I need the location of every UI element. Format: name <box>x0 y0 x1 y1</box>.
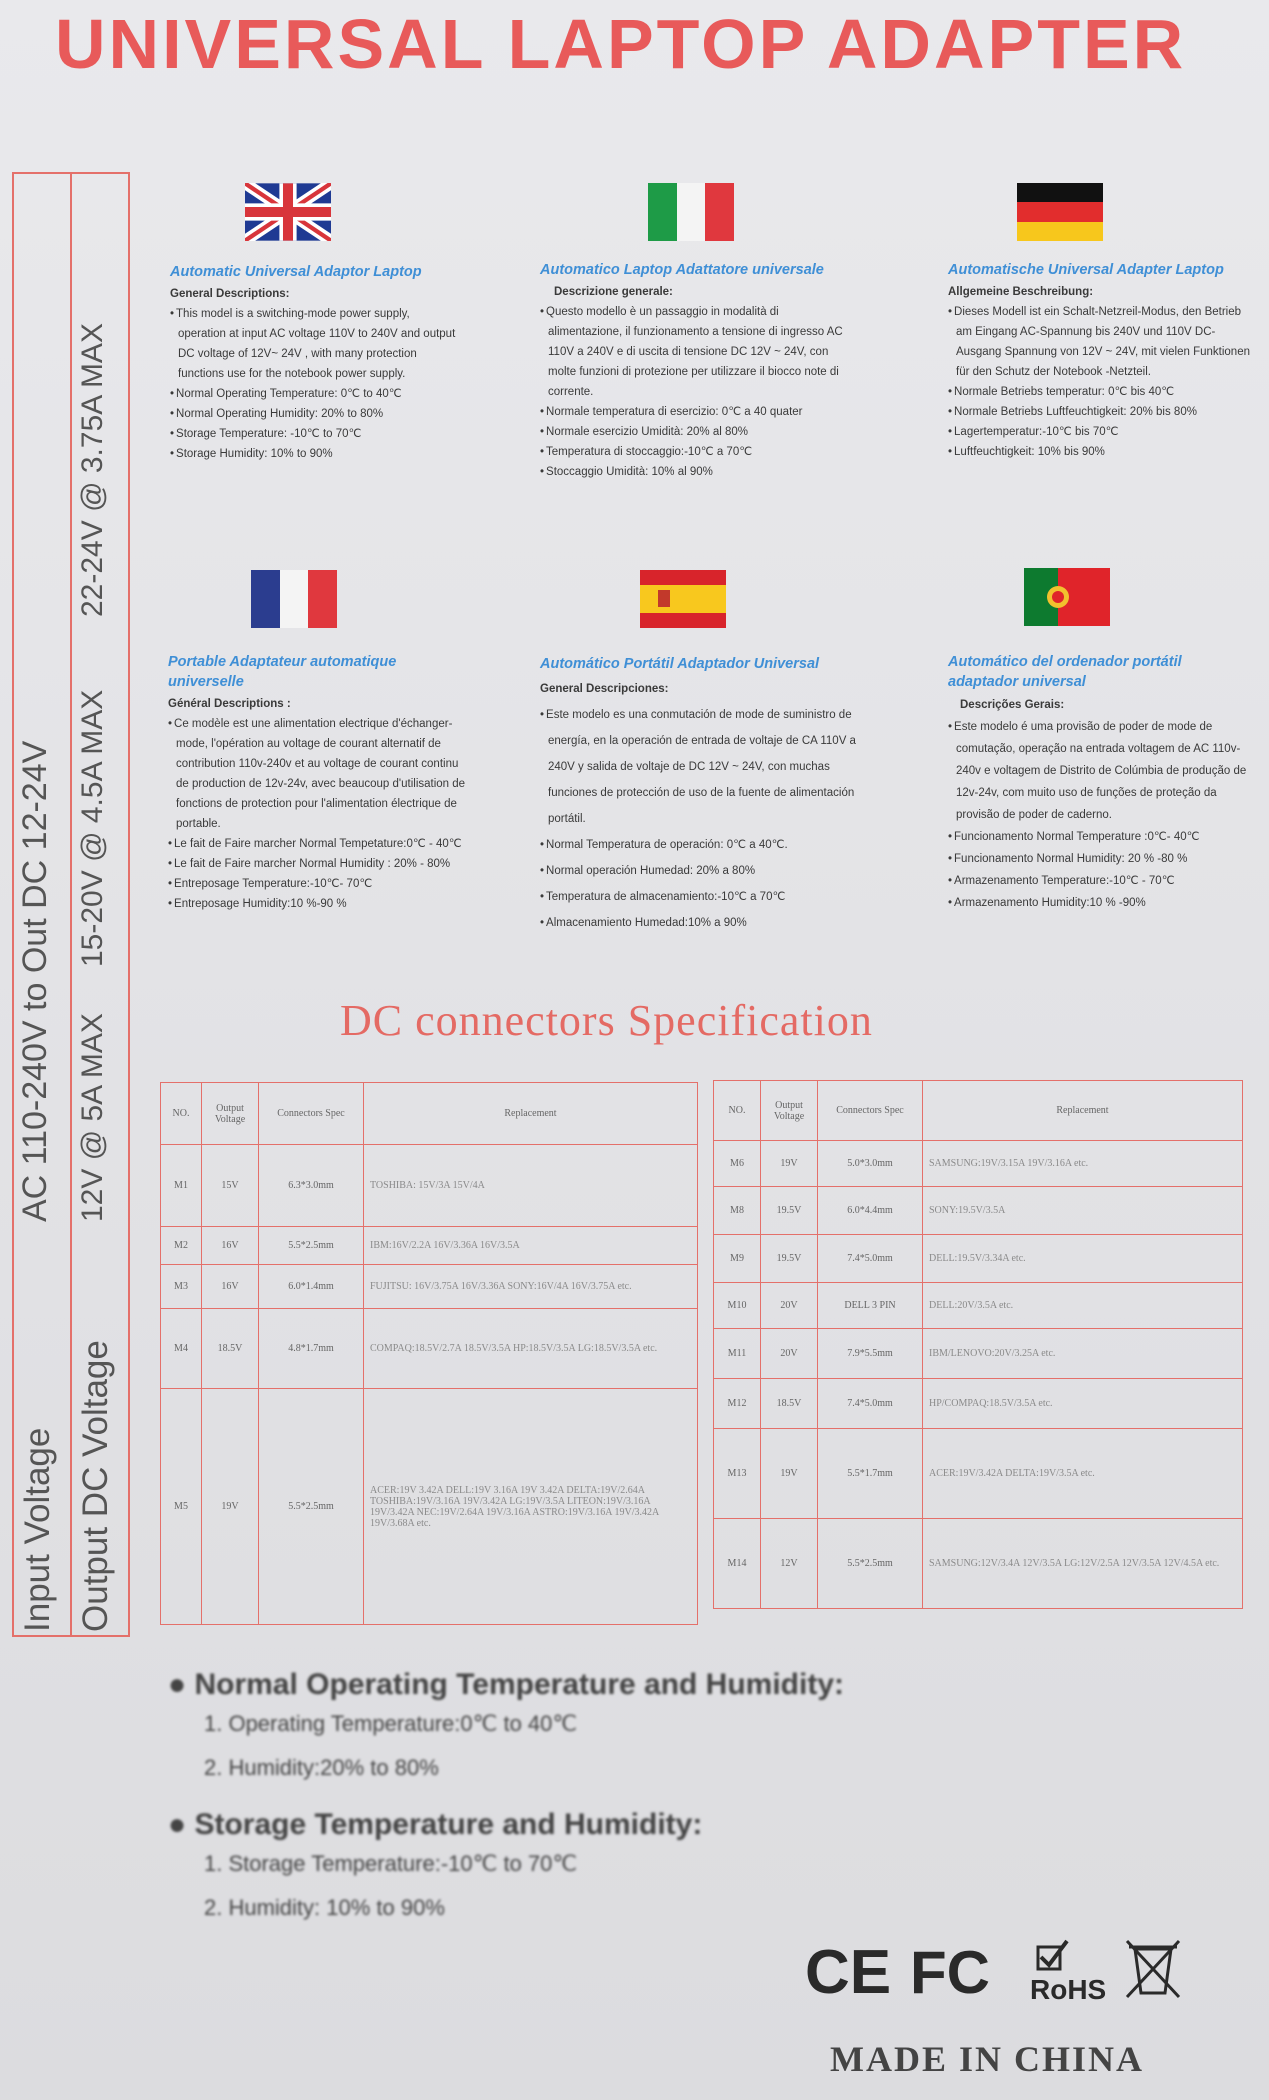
note-item: 2. Humidity:20% to 80% <box>204 1755 439 1780</box>
table-row: M6 19V 5.0*3.0mm SAMSUNG:19V/3.15A 19V/3.16A etc. <box>714 1141 1243 1187</box>
weee-bin-icon <box>1127 1941 1179 1997</box>
lang-item: • Lagertemperatur:-10℃ bis 70℃ <box>948 422 1258 442</box>
lang-item: • Entreposage Temperature:-10℃- 70℃ <box>168 874 468 894</box>
lang-item: • Luftfeuchtigkeit: 10% bis 90% <box>948 442 1258 462</box>
header-voltage: Output Voltage <box>761 1081 818 1141</box>
fcc-mark-icon: FC <box>910 1939 990 2005</box>
lang-subheading: General Descripciones: <box>540 683 669 695</box>
lang-block-english <box>170 262 460 464</box>
svg-text:RoHS: RoHS <box>1030 1974 1107 2005</box>
lang-item: • Entreposage Humidity:10 %-90 % <box>168 894 468 914</box>
output-voltage-22-24v: 22-24V @ 3.75A MAX <box>76 323 109 617</box>
certification-marks <box>805 1935 1185 2005</box>
lang-item: • Dieses Modell ist ein Schalt-Netzreil-Modus, den Betrieb am Eingang AC-Spannung bis 240V und 110V DC-Ausgang Spannung von 12V ~ 24V, mit vielen Funktionen für den Schutz der Notebook -Netzteil. <box>948 302 1258 382</box>
header-connector: Connectors Spec <box>818 1081 923 1141</box>
table-row: M14 12V 5.5*2.5mm SAMSUNG:12V/3.4A 12V/3.5A LG:12V/2.5A 12V/3.5A 12V/4.5A etc. <box>714 1519 1243 1609</box>
spec-title: DC connectors Specification <box>340 996 873 1045</box>
lang-subheading: Général Descriptions : <box>168 698 291 710</box>
lang-item: • Armazenamento Humidity:10 % -90% <box>948 892 1248 914</box>
lang-item: • Normal Temperatura de operación: 0℃ a 40℃. <box>540 832 880 858</box>
note-item: 2. Humidity: 10% to 90% <box>204 1895 445 1920</box>
table-row: M3 16V 6.0*1.4mm FUJITSU: 16V/3.75A 16V/3.36A SONY:16V/4A 16V/3.75A etc. <box>161 1265 698 1309</box>
operating-notes <box>168 1668 844 1948</box>
header-voltage: Output Voltage <box>202 1083 259 1145</box>
lang-item: • Normale esercizio Umidità: 20% al 80% <box>540 422 850 442</box>
table-row: M5 19V 5.5*2.5mm ACER:19V 3.42A DELL:19V 3.16A 19V 3.42A DELTA:19V/2.64A TOSHIBA:19V/3.16A 19V/3.42A LG:19V/3.5A LITEON:19V/3.16A 19V/3.42A NEC:19V/2.64A 19V/3.16A ASTRO:19V/3.16A 19V/3.42A 19V/3.68A etc. <box>161 1389 698 1625</box>
table-row: M8 19.5V 6.0*4.4mm SONY:19.5V/3.5A <box>714 1187 1243 1235</box>
lang-item: • Normal Operating Humidity: 20% to 80% <box>170 404 460 424</box>
spec-table-left <box>160 1082 698 1625</box>
lang-block-spanish <box>540 654 880 936</box>
table-row: M9 19.5V 7.4*5.0mm DELL:19.5V/3.34A etc. <box>714 1235 1243 1283</box>
input-voltage-label: Input Voltage <box>18 1427 57 1632</box>
lang-item: • Le fait de Faire marcher Normal Tempetature:0℃ - 40℃ <box>168 834 468 854</box>
lang-heading: Automatische Universal Adapter Laptop <box>948 262 1224 278</box>
page-title: UNIVERSAL LAPTOP ADAPTER <box>55 5 1187 83</box>
lang-block-french <box>168 652 468 914</box>
output-voltage-label: Output DC Voltage <box>76 1340 115 1632</box>
uk-flag <box>245 183 331 241</box>
lang-heading: Portable Adaptateur automatique universelle <box>168 654 397 690</box>
lang-subheading: General Descriptions: <box>170 288 290 300</box>
output-voltage-15-20v: 15-20V @ 4.5A MAX <box>76 689 109 967</box>
lang-item: • Storage Temperature: -10℃ to 70℃ <box>170 424 460 444</box>
lang-item: • Este modelo é uma provisão de poder de mode de comutação, operação na entrada voltagem de AC 110v-240v e voltagem de Distrito de Colúmbia de produção de 12v-24v, com muito uso de funções de proteção da provisão de poder de caderno. <box>948 716 1248 826</box>
lang-item: • Temperatura di stoccaggio:-10℃ a 70℃ <box>540 442 850 462</box>
lang-item: • Este modelo es una conmutación de mode de suministro de energía, en la operación de entrada de voltaje de CA 110V a 240V y salida de voltaje de DC 12V ~ 24V, con muchas funciones de protección de uso de la fuente de alimentación portátil. <box>540 702 880 832</box>
lang-subheading: Allgemeine Beschreibung: <box>948 286 1094 298</box>
table-row: M12 18.5V 7.4*5.0mm HP/COMPAQ:18.5V/3.5A etc. <box>714 1379 1243 1429</box>
lang-item: • Normale Betriebs Luftfeuchtigkeit: 20% bis 80% <box>948 402 1258 422</box>
italy-flag <box>648 183 734 241</box>
lang-item: • Almacenamiento Humedad:10% a 90% <box>540 910 880 936</box>
lang-heading: Automático Portátil Adaptador Universal <box>540 656 820 672</box>
lang-block-german <box>948 260 1258 462</box>
lang-heading: Automatic Universal Adaptor Laptop <box>170 264 422 280</box>
lang-item: • Stoccaggio Umidità: 10% al 90% <box>540 462 850 482</box>
lang-item: • Normale temperatura di esercizio: 0℃ a 40 quater <box>540 402 850 422</box>
ce-mark-icon: CE <box>805 1938 892 2005</box>
table-row: M10 20V DELL 3 PIN DELL:20V/3.5A etc. <box>714 1283 1243 1329</box>
portugal-flag <box>1024 568 1110 626</box>
lang-item: • Funcionamento Normal Temperature :0℃- 40℃ <box>948 826 1248 848</box>
header-no: NO. <box>714 1081 761 1141</box>
lang-item: • Le fait de Faire marcher Normal Humidity : 20% - 80% <box>168 854 468 874</box>
lang-item: • Storage Humidity: 10% to 90% <box>170 444 460 464</box>
table-row: M2 16V 5.5*2.5mm IBM:16V/2.2A 16V/3.36A 16V/3.5A <box>161 1227 698 1265</box>
lang-block-portuguese <box>948 652 1248 914</box>
header-replacement: Replacement <box>923 1081 1243 1141</box>
output-voltage-12v: 12V @ 5A MAX <box>76 1013 109 1222</box>
header-replacement: Replacement <box>364 1083 698 1145</box>
spec-table-right <box>713 1080 1243 1609</box>
lang-item: • Armazenamento Temperature:-10℃ - 70℃ <box>948 870 1248 892</box>
lang-item: • Normal operación Humedad: 20% a 80% <box>540 858 880 884</box>
lang-block-italian <box>540 260 850 482</box>
note-item: 1. Operating Temperature:0℃ to 40℃ <box>204 1711 578 1736</box>
note-item: 1. Storage Temperature:-10℃ to 70℃ <box>204 1851 578 1876</box>
voltage-spec-panel <box>12 172 130 1637</box>
table-row: M11 20V 7.9*5.5mm IBM/LENOVO:20V/3.25A etc. <box>714 1329 1243 1379</box>
germany-flag <box>1017 183 1103 241</box>
lang-subheading: Descrições Gerais: <box>960 699 1065 711</box>
table-row: M1 15V 6.3*3.0mm TOSHIBA: 15V/3A 15V/4A <box>161 1145 698 1227</box>
lang-item: • Questo modello è un passaggio in modalità di alimentazione, il funzionamento a tensione di ingresso AC 110V a 240V e di uscita di tensione DC 12V ~ 24V, con molte funzioni di protezione per utilizzare il biocco note di corrente. <box>540 302 850 402</box>
lang-item: • Ce modèle est une alimentation electrique d'échanger-mode, l'opération au voltage de courant alternatif de contribution 110v-240v et au voltage de courant continu de production de 12v-24v, avec beaucoup d'utilisation de fonctions de protection pour l'alimentation électrique de portable. <box>168 714 468 834</box>
lang-item: • This model is a switching-mode power supply, operation at input AC voltage 110V to 240V and output DC voltage of 12V~ 24V , with many protection functions use for the notebook power supply. <box>170 304 460 384</box>
lang-item: • Temperatura de almacenamiento:-10℃ a 70℃ <box>540 884 880 910</box>
lang-item: • Normal Operating Temperature: 0℃ to 40℃ <box>170 384 460 404</box>
lang-item: • Normale Betriebs temperatur: 0℃ bis 40℃ <box>948 382 1258 402</box>
lang-heading: Automático del ordenador portátil adaptador universal <box>948 654 1182 690</box>
france-flag <box>251 570 337 628</box>
header-no: NO. <box>161 1083 202 1145</box>
lang-item: • Funcionamento Normal Humidity: 20 % -80 % <box>948 848 1248 870</box>
note-heading: ● Normal Operating Temperature and Humidity: <box>168 1668 845 1701</box>
table-row: M13 19V 5.5*1.7mm ACER:19V/3.42A DELTA:19V/3.5A etc. <box>714 1429 1243 1519</box>
spain-flag <box>640 570 726 628</box>
lang-subheading: Descrizione generale: <box>554 286 673 298</box>
input-voltage-value: AC 110-240V to Out DC 12-24V <box>16 740 54 1222</box>
note-heading: ● Storage Temperature and Humidity: <box>168 1808 703 1841</box>
header-connector: Connectors Spec <box>259 1083 364 1145</box>
rohs-mark-icon <box>1030 1941 1106 2005</box>
lang-heading: Automatico Laptop Adattatore universale <box>540 262 824 278</box>
table-row: M4 18.5V 4.8*1.7mm COMPAQ:18.5V/2.7A 18.5V/3.5A HP:18.5V/3.5A LG:18.5V/3.5A etc. <box>161 1309 698 1389</box>
made-in-china-label: MADE IN CHINA <box>830 2039 1144 2079</box>
